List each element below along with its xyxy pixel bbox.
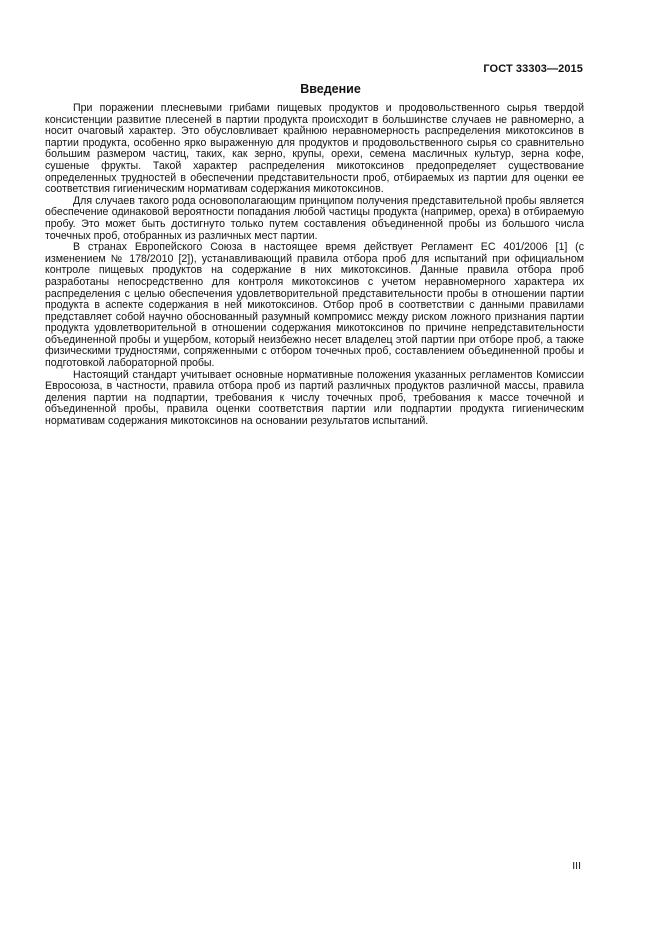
- paragraph: Для случаев такого рода основополагающим принципом получения представительной пробы является обеспечение одинаковой вероятности попадания любой частицы продукта (например, ореха) в отбираемую пробу. Это может быть достигнуто только путем составления объединенной пробы из большого числа точечных проб, отобранных из различных мест партии.: [45, 194, 584, 242]
- page-number: III: [572, 860, 581, 872]
- body-text: [45, 103, 584, 428]
- paragraph: Настоящий стандарт учитывает основные нормативные положения указанных регламентов Комиссии Евросоюза, в частности, правила отбора проб из партий различных продуктов различной массы, правила деления партии на подпартии, требования к числу точечных проб, требования к массе точечной и объединенной пробы, правила оценки соответствия партии или подпартии продукта гигиеническим нормативам содержания микотоксинов на основании результатов испытаний.: [45, 368, 584, 428]
- paragraph: В странах Европейского Союза в настоящее время действует Регламент ЕС 401/2006 [1] (с изменением № 178/2010 [2]), устанавливающий правила отбора проб для испытаний при официальном контроле пищевых продуктов на содержание в них микотоксинов. Данные правила отбора проб разработаны непосредственно для контроля микотоксинов с учетом неравномерного характера их распределения с целью обеспечения удовлетворительной представительности пробы в отношении партии продукта в аспекте содержания в ней микотоксинов. Отбор проб в соответствии с данными правилами представляет собой научно обоснованный разумный компромисс между риском ложного признания партии продукта удовлетворительной в отношении содержания микотоксинов по причине непредставительности объединенной пробы и ущербом, который неизбежно несет владелец этой партии при отборе проб, а также физическими трудностями, сопряженными с отбором точечных проб, составлением объединенной пробы и подготовкой лабораторной пробы.: [45, 241, 584, 370]
- section-title: Введение: [300, 82, 361, 96]
- standard-code: ГОСТ 33303—2015: [483, 63, 583, 75]
- paragraph: При поражении плесневыми грибами пищевых продуктов и продовольственного сырья твердой консистенции развитие плесеней в партии продукта происходит в большинстве случаев не равномерно, а носит очаговый характер. Это обусловливает крайнюю неравномерность распределения микотоксинов в партии продукта, особенно ярко выраженную для продуктов и продовольственного сырья со сравнительно большим размером частиц, таких, как зерно, крупы, орехи, семена масличных культур, зерна кофе, сушеные фрукты. Такой характер распределения микотоксинов предопределяет существование определенных трудностей в обеспечении представительности проб, отбираемых из партии для оценки ее соответствия гигиеническим нормативам содержания микотоксинов.: [45, 102, 584, 196]
